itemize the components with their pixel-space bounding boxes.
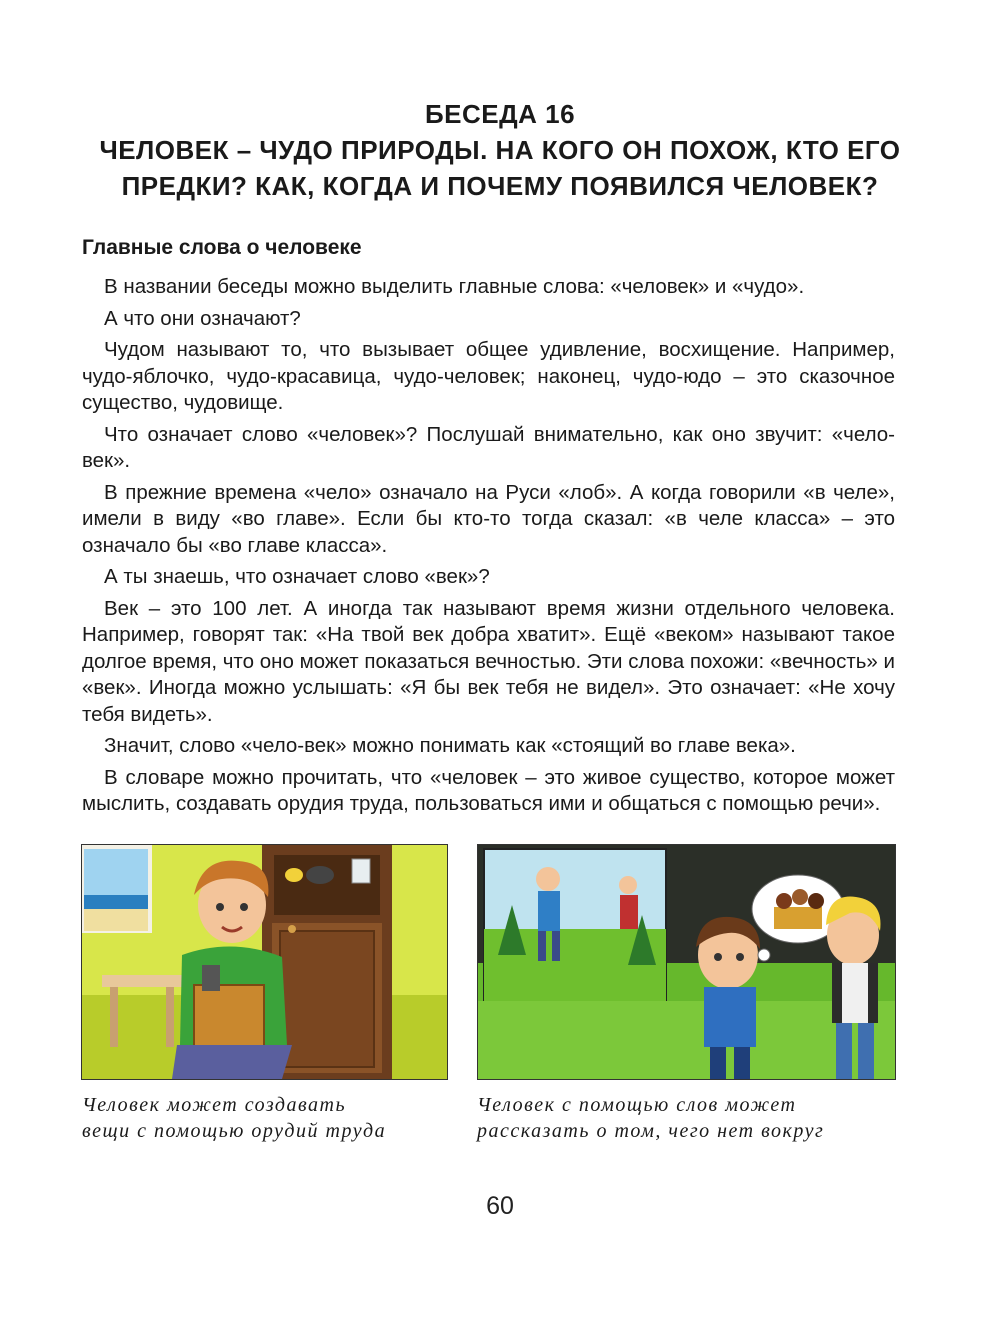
lesson-title — [60, 96, 940, 204]
page-number: 60 — [486, 1192, 514, 1220]
paragraph: Чудом называют то, что вызывает общее удивление, восхищение. Например, чудо-яблочко, чудо-красавица, чудо-человек; наконец, чудо-юдо – это сказочное существо, чудовище. — [82, 338, 895, 414]
lesson-label: БЕСЕДА 16 — [424, 99, 576, 129]
paragraph: В прежние времена «чело» означало на Руси «лоб». А когда говорили «в челе», имели в виду «во главе». Если бы кто-то тогда сказал: «в челе класса» – это означало бы «во главе класса». — [82, 480, 895, 557]
caption-line: Человек может создавать — [82, 1094, 347, 1116]
section-heading: Главные слова о человеке — [82, 236, 362, 259]
paragraph: Значит, слово «чело-век» можно понимать как «стоящий во главе века». — [104, 734, 796, 757]
illustration-boy-with-tools — [81, 844, 448, 1080]
caption-line: вещи с помощью орудий труда — [82, 1120, 387, 1142]
lesson-title-line-1: ЧЕЛОВЕК – ЧУДО ПРИРОДЫ. НА КОГО ОН ПОХОЖ, КТО ЕГО — [99, 135, 901, 165]
paragraph: В словаре можно прочитать, что «человек – это живое существо, которое может мыслить, создавать орудия труда, пользоваться ими и общаться с помощью речи». — [82, 765, 895, 815]
caption-line: рассказать о том, чего нет вокруг — [477, 1120, 825, 1142]
paragraph: А ты знаешь, что означает слово «век»? — [104, 565, 490, 588]
caption-figure-2 — [477, 1092, 907, 1144]
caption-figure-1 — [82, 1092, 462, 1144]
paragraph: Век – это 100 лет. А иногда так называют время жизни отдельного человека. Например, говорят так: «На твой век добра хватит». Ещё «веком» называют такое долгое время, что оно может показаться вечностью. Эти слова похожи: «вечность» и «век». Иногда можно услышать: «Я бы век тебя не видел». Это означает: «Не хочу тебя видеть». — [82, 596, 895, 726]
paragraph: В названии беседы можно выделить главные слова: «человек» и «чудо». — [104, 275, 805, 298]
lesson-title-line-2: ПРЕДКИ? КАК, КОГДА И ПОЧЕМУ ПОЯВИЛСЯ ЧЕЛОВЕК? — [121, 171, 879, 201]
caption-line: Человек с помощью слов может — [477, 1094, 797, 1116]
paragraph: Что означает слово «человек»? Послушай внимательно, как оно звучит: «чело-век». — [82, 422, 895, 472]
paragraph: А что они означают? — [104, 306, 301, 330]
illustration-children-talking — [477, 844, 896, 1080]
body-text — [82, 274, 895, 823]
